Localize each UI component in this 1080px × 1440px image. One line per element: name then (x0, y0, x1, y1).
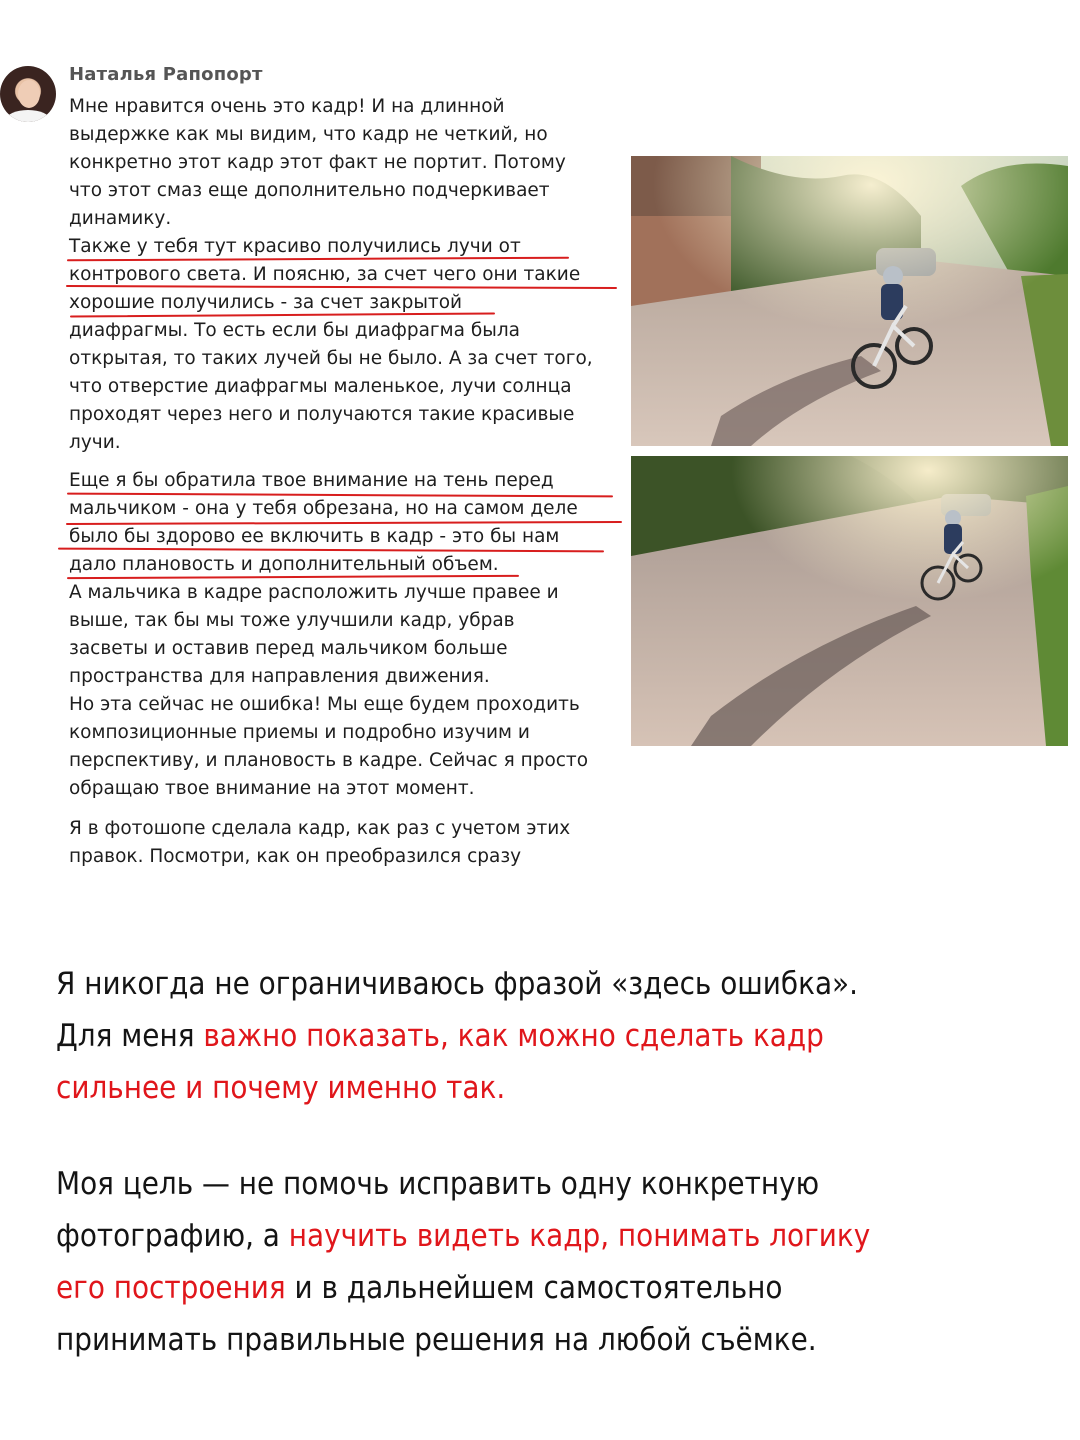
comment-line: что этот смаз еще дополнительно подчеркивает (69, 180, 550, 201)
statement-line (56, 1062, 1046, 1114)
comment-line: Также у тебя тут красиво получились лучи от (69, 236, 521, 257)
comment-line: А мальчика в кадре расположить лучше правее и (69, 582, 559, 603)
comment-line: правок. Посмотри, как он преобразился сразу (69, 846, 522, 867)
comment-line: открытая, то таких лучей бы не было. А за счет того, (69, 348, 593, 369)
photo-original-image (631, 156, 1068, 446)
statement-highlight: важно показать, как можно сделать кадр (203, 1018, 824, 1054)
comment-line: композиционные приемы и подробно изучим и (69, 722, 530, 743)
comment-line: контрового света. И поясню, за счет чего они такие (69, 264, 581, 285)
statement-highlight: его построения (56, 1270, 286, 1306)
statement-text: фотографию, а (56, 1218, 289, 1254)
comment-line: Но эта сейчас не ошибка! Мы еще будем проходить (69, 694, 580, 715)
statement-text: принимать правильные решения на любой съёмке. (56, 1322, 817, 1358)
statement-line (56, 1158, 1046, 1210)
author-avatar[interactable] (0, 66, 56, 122)
avatar-shirt (6, 110, 50, 122)
statement-2 (56, 1158, 1046, 1366)
statement-text: Моя цель — не помочь исправить одну конкретную (56, 1166, 820, 1202)
comment-line: пространства для направления движения. (69, 666, 490, 687)
photo-edited-image (631, 456, 1068, 746)
photo-original[interactable] (631, 156, 1068, 446)
statement-highlight: научить видеть кадр, понимать логику (288, 1218, 871, 1254)
comment-line: обращаю твое внимание на этот момент. (69, 778, 475, 799)
comment-line: проходят через него и получаются такие красивые (69, 404, 575, 425)
statement-line (56, 1262, 1046, 1314)
comment-line: выше, так бы мы тоже улучшили кадр, убрав (69, 610, 515, 631)
photo-edited[interactable] (631, 456, 1068, 746)
comment-line: засветы и оставив перед мальчиком больше (69, 638, 508, 659)
statement-text: и в дальнейшем самостоятельно (285, 1270, 783, 1306)
comment-line: диафрагмы. То есть если бы диафрагма была (69, 320, 521, 341)
statement-text: Для меня (56, 1018, 204, 1054)
statement-highlight: сильнее и почему именно так. (56, 1070, 506, 1106)
comment-line: Еще я бы обратила твое внимание на тень перед (69, 470, 554, 491)
comment-line: Мне нравится очень это кадр! И на длинной (69, 96, 505, 117)
comment-line: мальчиком - она у тебя обрезана, но на самом деле (69, 498, 578, 519)
statement-line (56, 1010, 1046, 1062)
statement-line (56, 1210, 1046, 1262)
statement-line (56, 958, 1046, 1010)
comment-line: выдержке как мы видим, что кадр не четкий, но (69, 124, 548, 145)
comment-line: конкретно этот кадр этот факт не портит. Потому (69, 152, 566, 173)
comment-text (69, 93, 629, 871)
comment-line: было бы здорово ее включить в кадр - это бы нам (69, 526, 560, 547)
avatar-face (18, 80, 40, 108)
comment-line: хорошие получились - за счет закрытой (69, 292, 463, 313)
comment-line: лучи. (69, 432, 121, 453)
comment-line: Я в фотошопе сделала кадр, как раз с учетом этих (69, 818, 571, 839)
comment-line: что отверстие диафрагмы маленькое, лучи солнца (69, 376, 572, 397)
comment-line: перспективу, и плановость в кадре. Сейчас я просто (69, 750, 589, 771)
statement-text: Я никогда не ограничиваюсь фразой «здесь ошибка». (56, 966, 858, 1002)
comment-line: дало плановость и дополнительный объем. (69, 554, 499, 575)
author-name[interactable]: Наталья Рапопорт (69, 64, 263, 85)
statement-1 (56, 958, 1046, 1114)
statement-line (56, 1314, 1046, 1366)
comment-line: динамику. (69, 208, 172, 229)
